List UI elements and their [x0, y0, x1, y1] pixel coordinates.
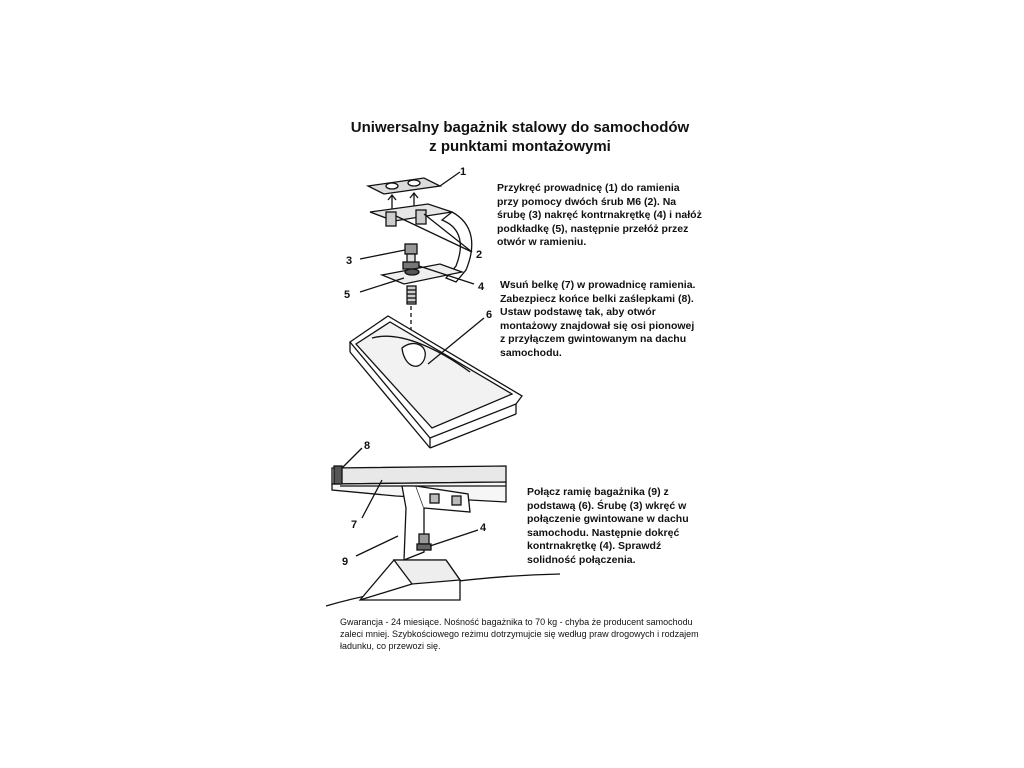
callout-line	[360, 250, 405, 259]
callout-8: 8	[364, 440, 371, 452]
roof-beam-part	[332, 466, 506, 484]
callout-4: 4	[478, 281, 485, 293]
callout-6: 6	[486, 309, 493, 321]
lock-nut-part	[417, 544, 431, 550]
callout-5: 5	[344, 289, 351, 301]
callout-2: 2	[476, 249, 483, 261]
callout-7: 7	[351, 519, 358, 531]
m6-bolt-part	[386, 212, 396, 226]
guide-hole-icon	[408, 180, 420, 186]
screw-head-part	[419, 534, 429, 544]
callout-4b: 4	[480, 522, 487, 534]
step-1-instructions: Przykręć prowadnicę (1) do ramienia przy pomocy dwóch śrub M6 (2). Na śrubę (3) nakręć kontrnakrętkę (4) i nałóż podkładkę (5), następnie przełóż przez otwór w ramieniu.	[497, 182, 702, 248]
callout-3: 3	[346, 255, 353, 267]
callout-line	[440, 172, 460, 186]
callout-9: 9	[342, 556, 349, 568]
step-2-instructions: Wsuń belkę (7) w prowadnicę ramienia. Zabezpiecz końce belki zaślepkami (8). Ustaw podstawę tak, aby otwór montażowy znajdował się osi pionowej z przyłączem gwintowanym na dachu samochodu.	[500, 279, 696, 359]
beam-mounting-diagram	[326, 448, 560, 606]
callout-line	[360, 278, 404, 292]
callout-line	[430, 530, 478, 546]
guide-plate-part	[368, 178, 440, 194]
warranty-note: Gwarancja - 24 miesiące. Nośność bagażnika to 70 kg - chyba że producent samochodu zaleci mniej. Szybkościowego reżimu dotrzymujcie się według praw drogowych i rodzajem ładunku, co przewozi się.	[340, 617, 699, 651]
washer-hole-icon	[405, 269, 419, 275]
arm-bolt-part	[430, 494, 439, 503]
title-line-1: Uniwersalny bagażnik stalowy do samochodów	[350, 119, 690, 136]
callout-line	[356, 536, 398, 556]
arm-bolt-part	[452, 496, 461, 505]
arm-top-plate-part	[370, 204, 452, 221]
step-3-instructions: Połącz ramię bagażnika (9) z podstawą (6). Śrubę (3) wkręć w połączenie gwintowane w dachu samochodu. Następnie dokręć kontrnakrętkę (4). Sprawdź solidność połączenia.	[527, 486, 689, 566]
screw-head-part	[405, 244, 417, 254]
threaded-stud-part	[407, 286, 416, 304]
m6-bolt-part	[416, 210, 426, 224]
guide-hole-icon	[386, 183, 398, 189]
callout-1: 1	[460, 166, 467, 178]
title-line-2: z punktami montażowymi	[429, 138, 611, 155]
callout-line	[342, 448, 362, 468]
end-cap-part	[334, 466, 342, 484]
